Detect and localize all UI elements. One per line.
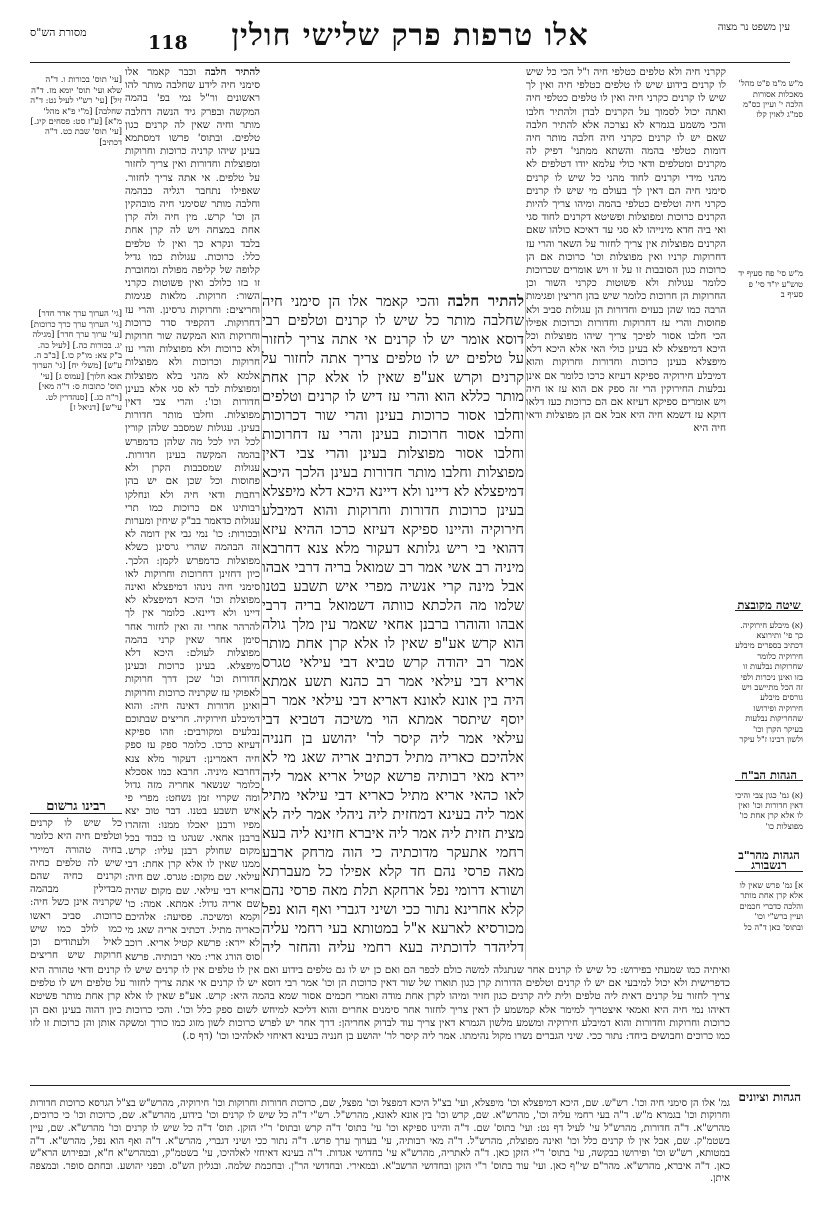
masoret-hashas-text-2: [גי' הערוך ערך אדר חדר] [גי' הערוך ערך כרך כרוכות] [עי' ערוך ערך חדר] [מגילה יג. בכורות כה.] [לעיל כה. ב"ק צא: מו"ק כו.] [ב"ב ה. ע"ש] [משלי יח] [גי' הערוך אבא חלוך] [עמוס ג] [עי' תוס' כתובות ס: ד"ה מאי] [ר"ה כג.] [סנהדרין לט. עי"ש] [דניאל ז] [30,308,122,413]
bottom-commentary-text: ואיתיה כמו שמעתי בפירוש: כל שיש לו קרנים אחר שנתגלה למשה כולם לכפר הם ואם כן יש לו גם טלפים בידוע ואם אין לו טלפים אין לו קרנים שיש לו קרנים ודאי טהורה היא כדפרישית ולא יכול למיבעי אם יש לו קרנים וטלפים הדורות קרן כגון תוארו של שור דאין כרוכות הן וכו' אמר רבי דוסא יש לו קרנים אי אתה צריך לחזור על טלפים ויש לו טלפים צריך לחזור על קרנים דאית ליה טלפים ולית ליה קרנים כגון חזיר ומיהו לקרן אחת מודה ואמרי חכמים אסור שמא בהמה היא: קרש. אע"פ שאין לו אלא קרן אחת מותר פשיטא דאיהו נמי חיה היא ואמאי איצטריך למימר אלא קמשמע לן דאין צריך לחזור אחר סימנים אחרים והוא דליכא למיחש לשום ספק כלל וכו'. והכי כרוכות כיון דהוה בעינן ואם הן כרוכות וחרוקות וחדורות והוא דמיבלע חירוקיה ומשמע מלשון הגמרא דאין צריך עוד לבדוק אחריהן: דרך אחר יש לפרש כרוכות לשון מזוג כמו כורך ומשקה אותן והן כרוכות זו לזו כמו כרוכים וחבושים ביחד: נתור ככי. שיני הגברים נשרו מקול נהימתו. אמר ליה קיסר לר' יהושע בן חנניה בעינא דאיחזי לאלהיכו וכו' (דף ס.) [30,965,730,1043]
haghot-vetziyunim [30,1088,730,1213]
gemara-body: והכי קאמר אלו הן סימני חיה שחלבה מותר כל שיש לו קרנים וטלפים רבי דוסא אומר יש לו קרנים אי אתה צריך לחזור על טלפים יש לו טלפים צריך אתה לחזור על קרנים וקרש אע"פ שאין לו אלא קרן אחת מותר כללא הוא והרי עז דיש לו קרנים וטלפים וחלבו אסור כרוכות בעינן והרי שור דכרוכות וחלבו אסור חרוכות בעינן והרי עז דחרוכות וחלבו אסור מפוצלות בעינן והרי צבי דאין מפוצלות וחלבו מותר חדורות בעינן הלכך היכא דמיפצלא לא דיינו ולא דיינא היכא דלא מיפצלא בעינן כרוכות חדורות וחרוקות והוא דמיבלע חירוקיה והיינו ספיקא דעיזא כרכו ההיא עיזא דהואי בי ריש גלותא דעקור מלא צנא דחרבא מיניה רב אשי אמר רב שמואל בריה דרבי אבהו אבל מינה קרי אנשיה מפרי איש תשבע בטנו שלמו מה הלכתא כוותה דשמואל בריה דרבי אבהו והוהרו ברבנן אחאי שאמר עין מלך גולה הוא קרש אע"פ שאין לו אלא קרן אחת מותר אמר רב יהודה קרש טביא דבי עילאי טגרס אריא דבי עילאי אמר רב כהנא תשע אמתא היה בין אונא לאונא דאריא דבי עילאי אמר רב יוסף שיתסר אמתא הוי משיכה דטביא דבי עילאי אמר ליה קיסר לר' יהושע בן חנניה אלהיכם כאריה מתיל דכתיב אריה שאג מי לא יירא מאי רבותיה פרשא קטיל אריא אמר ליה לאו כהאי אריא מתיל כאריא דבי עילאי מתיל אמר ליה בעינא דמחזית ליה ניהלי אמר ליה לא מצית חזית ליה אמר ליה איברא חזינא ליה בעא רחמי אתעקר מדוכתיה כי הוה מרחק ארבע מאה פרסי נהם חד קלא אפילו כל מעברתא ושורא דרומי נפל ארחקא תלת מאה פרסי נהם קלא אחרינא נתור ככי ושיני דגברי ואף הוא נפל מכורסיא לארעא א"ל במטותא בעי רחמי עליה דליהדר לדוכתיה בעא רחמי עליה והחזר ליה [262,294,524,956]
bottom-commentary [30,964,730,1082]
masoret-hashas-notes [30,66,122,296]
column-divider [261,292,262,960]
haghot-vetziyunim-heading: הגהות וציונים [738,1090,801,1104]
haghot-habach-text: (א) גמ' כגון צבי והיכי דאין חדורות וכו' ואין לו אלא קרן אחת כו' מפוצלות כו' [735,789,803,831]
ein-mishpat-note-2 [735,260,803,420]
shitah-mekubetzet-text: (א) מיבלע חירוקיה. כך פי' ותירוצא דכתיב בספרים מיבלע חירוקיה כלומר שחרוקות נבלעות זו בזו ואינן ניכרות ולפי זה הכל מתיישב ויש גורסים מיבלע חירוקיה ופירושו שהחריקות נבלעות בעיקר הקרן וכו' ולשון רבינו ז"ל עיקר [735,619,803,745]
haghot-habach [735,770,803,840]
page-header [30,14,790,63]
masoret-hashas-label: מסורת הש"ס [30,26,87,39]
column-divider [525,292,526,960]
shitah-mekubetzet-heading: שיטה מקובצת [735,600,803,611]
haghot-maharab [735,850,803,950]
tosafot-commentary [125,66,260,961]
masoret-hashas-notes-2 [30,300,122,790]
ein-mishpat-text: מ"ש מ"מ פ"ט מהל' מאכלות אסורות הלכה י' ועיין כס"מ סמ"ג לאוין קלז [738,78,803,120]
tosafot-text: וכבר קאמר אלו סימני חיה לידע שחלבה מותר להו ראשונים ור"ל נמי בפ' בהמה המקשה ובפרק גיד הנשה דחלבה מותר וחיה שאין לה קרנים כגון טלפים. ובתוס' פרשו דמסתמא בעינן שיהו קרניה כרוכות וחרוקות ומפוצלות וחדורות ואין צריך לחזור על טלפים. אי אתה צריך לחזור. שאפילו נתחבר רגליה כבהמה וחלבה מותר שסימני חיה מובהקין הן וכו' קרש. מין חיה ולה קרן אחת במצחה ויש לה קרן אחת בלבד ונקרא כך ואין לו טלפים כלל: כרוכות. עגולות כמו גדיל קלופה של קליפה מפולת ומחוברת זו בזו כלולב ואין פשוטות כקרני השור: חרוקות. מלאות פגימות וחריצים: וחרוקות גרסינן. והרי עז דחרוקות. דהקפיד סדר כרוכות וחרוקות הוא המקשה שור חרוקות ולא כרוכות ולא מפוצלות והרי עז חרוקות וכרוכות ולא מפוצלות אלמא לא מהני בלא מפוצלות ומפוצלות לבד לא סגי אלא בעינן חדורות וכו': והרי צבי דאין מפוצלות. וחלבו מותר חדורות בעינן. עגולות שמסבב שלהן קורין לכל היו לכל מה שלהן כדמפרש בהמה המקשה בעינן חדורות. עגולות שמסבבות הקרן ולא פחוסות וכל שכן אם יש בהן רחבות ודאי חיה ולא ונחלקו רבותינו אם כרוכות כמו תרי עגולות כדאמר בב"ק שיחין ומערות ובכורות: כו' נמי גבי אין דומה לא זה הבהמה שהרי גרסינן כשלא מפוצלות כדמפרש לקמן: הלכך. כיון דחזינן דחרוכות וחרוקות לאו סימני חיה נינהו דמיפצלא ואינה מפוצלת וכו' היכא דמיפצלא לא דיינו ולא דיינא. כלומר אין לך להרהר אחרי זה ואין לחזור אחר סימן אחר שאין קרני בהמה מפוצלות לעולם: היכא דלא מיפצלא. בעינן כרוכות ובעינן חדורות וכו' שכן דרך חרוקות לאפוקי עז שקרניה כרוכות וחרוקות ואינן חדורות דאינה חיה: והוא דמיבלע חירוקיה. חריצים שבתוכם נבלעים ומקורבים: וזהו ספיקא דעיזא כרכו. כלומר ספק עז ספק חיה דאמרינן: דעקור מלא צנא דחרבא מיניה. חרבא כמו אסכלא כלומר שנשאר אחריה מזה גדול ומה שקרוי זמן נשחט: מפרי פי איש תשבע בטנו. דבר טוב יצא מפיו ורבנן יאכלו ממנו: והזהרו ברבנן אחאי. שנהגו בו כבוד בכל מקום שחולק רבנן עליו: קרש. ממנו שאין לו אלא קרן אחת: דבי עילאי. שם מקום: טגרס. שם חיה: אריא דבי עילאי. שם מקום שהיה שם אריה גדול: אמתא. אמה: כו' וקמא ומשיכה. פסיעה: אלהיכם כאריה מתיל. דכתיב אריה שאג מי לא יירא: פרשא קטיל אריא. רוכב סוס הורג ארי: מאי רבותיה. פרשא [125,67,260,961]
haghot-habach-heading: הגהות הב"ח [735,770,803,781]
footer-rule [30,1085,790,1086]
rashi-text: קקרני חיה ולא טלפים כטלפי חיה ו"ל הכי כל שיש לו קרנים בידוע שיש לו טלפים כטלפי חיה ואין לך שיש לו קרנים כקרני חיה ואין לו טלפים כטלפי חיה ואתה יכול לסמוך על הקרנים לבדן ולהתיר חלבו והכי משמע בגמרא לא נצרכה אלא להתיר חלבה שאם יש לו קרנים כקרני חיה חלבה מותר חיה דומות כטלפי בהמה והשתא ממתני' דפיק לה מקרנים ומטלפים ודאי כולי עלמא יודו דטלפים לא מהני מידי וקרנים לחוד מהני כל שיש לו קרנים סימני חיה הם דאין לך בעולם מי שיש לו קרנים כקרני חיה וטלפים כטלפי בהמה ומיהו צריך להיות הקרנים כרוכות ומפוצלות ופשיטא דקרנים לחוד סגי ואי ביה חדא מינייהו לא סגי עד דאיכא כולהו שאם הקרנים מפוצלות אין צריך לחזור על השאר והרי עז דחרוקות קרניו ואין מפוצלות וכו' כרוכות אם הן כרוכות כגון הסובבות זו על זו ויש אומרים שכרוכות כלומר עגולות ולא פשוטות כקרני השור וכן החרוקות הן חרוכות כלומר שיש בהן חריצין ופגימות הרבה כמו שהן בעזים וחדורות הן עגולות סביב ולא פחוסות והרי עז דחרוקות וחדורות וכרוכות אפילו הכי חלבו אסור לפיכך צריך שיהו מפוצלות וכל היכא דמיפצלא לא בעינן כולי האי אלא היכא דלא מיפצלא בעינן כרוכות וחדורות וחרוקות והוא דמיבלע חירוקיה ספיקא דעיזא כרכו כלומר אם אינן נבלעות החירוקין הרי זה ספק אם הוא עז או חיה ויש אומרים ספיקא דעיזא אם הם כרוכות כעז דלאו דוקא עז דשמא חיה היא אבל אם הן מפוצלות ודאי חיה היא [526,67,726,435]
haghot-maharab-heading: הגהות מהר"ב רנשבורג [735,850,803,872]
haghot-maharab-text: א] גמ' פרש שאין לו אלא קרן אחת מותר והלכה כדברי חכמים ועיין ברש"י וכו' ובתוס' כאן ד"ה כל [739,880,803,932]
ein-mishpat-label: עין משפט נר מצוה [717,22,790,33]
gemara-text [262,292,524,957]
rabbeinu-gershom [30,800,122,960]
rabbeinu-gershom-text: כל שיש לו קרנים וטלפים חיה היא כלומר בחיה טהורה דמיירי שיש לה טלפים כחיה וקרנים כחיה שהם מבדילין מבהמה שקרניה אינן כשל חיה: כרוכות. סביב ראשו כמו לולב כמו שיש לאיל ולעתודים וכן חרוקות שיש חריצים [30,818,122,960]
masoret-hashas-text-1: [עי' תוס' בכורות ו. ד"ה שלא ועי' תוס' יומא מז. ד"ה זיל] [עי' רש"י לעיל נט: ד"ה שחלבה] [מ"י פ"א מהל' מ"א] [ע"ז סט: פסחים קיג.] [עי' תוס' שבת כט. ד"ה דכתיב] [30,74,122,147]
page-title: אלו טרפות פרק שלישי חולין [231,18,589,53]
haghot-vetziyunim-text: גמ' אלו הן סימני חיה וכו'. רש"ש. שם, היכא דמיפצלא וכו' מיפצלא, ועי' בצ"ל היכא דמפצל וכו' מפצל, שם, כרוכות חדורות וחרוקות וכו' חירוקיה, מהרש"ש בצ"ל הגרסא כרוכות חדורות וחרוקות וכו' בגמרא מ"ש. ד"ה בעי רחמי עליה וכו', מהרש"א. שם, קרש וכו' בין אונא לאונא, מהרש"ל. רש"י ד"ה כל שיש לו קרנים וכו' בידוע, מהרש"א. שם, כרוכות וכו' כי כרוכים, מהרש"א. ד"ה חדורות, מהרש"ל עי' לעיל דף נט: ועי' בתוס' שם. ד"ה והיינו ספיקא וכו' עי' בתוס' ד"ה קרש ובתוס' ר"י הזקן. תוס' ד"ה כל שיש לו קרנים וכו' מהרש"א. שם, עיין בשטמ"ק. שם, אבל אין לו קרנים כלל וכו' ואינה מפוצלת, מהרש"ל. ד"ה מאי רבותיה, עי' בערוך ערך פרש. ד"ה נתור ככי ושיני דגברי, מהרש"א. ד"ה ואף הוא נפל, מהרש"א. ד"ה במטותא, רש"ש וכו' ופירושו בבקשה, עי' בתוס' ר"י הזקן כאן. ד"ה לאתריה, מהרש"א עי' בחדושי אגדות. ד"ה בעינא דאיחזי לאלהיכו, עי' בשטמ"ק, ובמהרש"א ח"א, ובפירוש הרא"ש כאן. ד"ה איברא, מהרש"א. מהר"ם שי"ף כאן. ועי' עוד בתוס' ר"י הזקן ובחדושי הרשב"א. ובמאירי. ובחדושי הר"ן. ובחכמת שלמה. ובגליון הש"ס. ובפני יהושע. ובחתם סופר. ובמצפה איתן. [30,1097,730,1185]
rashi-commentary [526,66,726,961]
ein-mishpat-note [735,70,803,140]
gemara-lead-word: להתיר חלבה [447,292,524,310]
page-number: 118 [148,32,188,54]
ein-mishpat-text-2: מ"ש סי' פח סעיף יד טוש"ע יו"ד סי' פ סעיף ב [738,268,803,299]
shitah-mekubetzet [735,600,803,760]
tosafot-lead-word: להתיר חלבה [204,66,260,78]
rabbeinu-gershom-heading: רבינו גרשום [30,800,122,814]
